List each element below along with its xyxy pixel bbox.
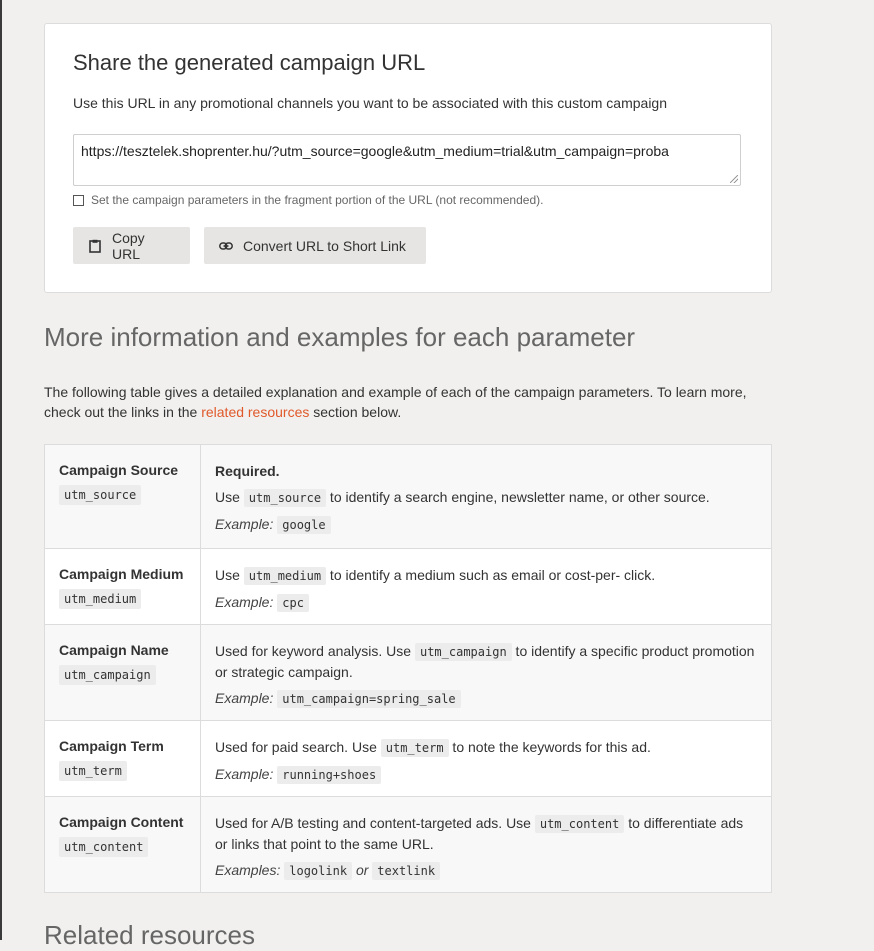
param-name-cell xyxy=(45,721,201,797)
param-description-cell xyxy=(201,797,772,893)
param-name-cell xyxy=(45,625,201,721)
param-name-cell xyxy=(45,445,201,549)
desc-text: Use xyxy=(215,567,244,583)
share-title: Share the generated campaign URL xyxy=(73,50,426,75)
desc-text: to differentiate ads or links that point to the same URL. xyxy=(215,815,744,852)
desc-code: utm_source xyxy=(244,489,326,507)
param-description-cell xyxy=(201,549,772,625)
desc-text: to identify a specific product promotion or strategic campaign. xyxy=(215,643,755,680)
intro-text-after: section below. xyxy=(309,404,402,420)
param-example xyxy=(215,688,757,709)
example-code: textlink xyxy=(372,862,440,880)
desc-code: utm_medium xyxy=(244,567,326,585)
param-code: utm_medium xyxy=(59,589,141,609)
param-code: utm_source xyxy=(59,485,141,505)
example-label: Example: xyxy=(215,690,274,706)
param-description-cell xyxy=(201,625,772,721)
intro-text-before: The following table gives a detailed explanation and example of each of the campaign parameters. To learn more, check out the links in the xyxy=(44,384,747,420)
table-row xyxy=(45,549,772,625)
parameters-table xyxy=(44,444,772,893)
example-label: Examples: xyxy=(215,862,281,878)
fragment-option[interactable] xyxy=(73,193,543,207)
param-description xyxy=(215,565,757,586)
parameters-intro xyxy=(44,382,772,422)
param-description xyxy=(215,813,757,854)
param-description xyxy=(215,641,757,682)
param-example xyxy=(215,860,757,881)
example-label: Example: xyxy=(215,516,274,532)
param-name: Campaign Content xyxy=(59,814,184,830)
param-name: Campaign Medium xyxy=(59,566,184,582)
parameters-section-title: More information and examples for each parameter xyxy=(44,322,636,352)
example-code: running+shoes xyxy=(277,766,381,784)
example-label: Example: xyxy=(215,766,274,782)
table-row xyxy=(45,797,772,893)
share-description: Use this URL in any promotional channels you want to be associated with this custom campaign xyxy=(73,95,668,111)
example-or: or xyxy=(355,862,369,878)
fragment-label: Set the campaign parameters in the fragment portion of the URL (not recommended). xyxy=(91,193,544,207)
example-label: Example: xyxy=(215,594,274,610)
param-code: utm_campaign xyxy=(59,665,156,685)
related-resources-link[interactable]: related resources xyxy=(201,404,310,420)
table-row xyxy=(45,721,772,797)
desc-code: utm_campaign xyxy=(415,643,512,661)
desc-text: Used for paid search. Use xyxy=(215,739,381,755)
param-name-cell xyxy=(45,797,201,893)
desc-text: to identify a search engine, newsletter name, or other source. xyxy=(326,489,710,505)
param-description-cell xyxy=(201,721,772,797)
param-code: utm_content xyxy=(59,837,148,857)
param-name: Campaign Name xyxy=(59,642,169,658)
copy-url-label: Copy URL xyxy=(112,229,145,262)
desc-text: to note the keywords for this ad. xyxy=(448,739,651,755)
short-link-button[interactable] xyxy=(204,227,426,264)
param-example xyxy=(215,514,757,535)
example-code: cpc xyxy=(277,594,309,612)
param-example xyxy=(215,764,757,785)
param-name: Campaign Term xyxy=(59,738,164,754)
desc-text: Use xyxy=(215,489,244,505)
required-label: Required. xyxy=(215,463,280,479)
param-name-cell xyxy=(45,549,201,625)
desc-code: utm_content xyxy=(535,815,624,833)
generated-url-text: https://tesztelek.shoprenter.hu/?utm_source=google&utm_medium=trial&utm_campaign=proba xyxy=(81,143,669,159)
desc-text: Used for keyword analysis. Use xyxy=(215,643,415,659)
param-description-cell xyxy=(201,445,772,549)
window-left-border xyxy=(0,0,2,940)
desc-text: to identify a medium such as email or cost-per- click. xyxy=(326,567,656,583)
example-code: logolink xyxy=(284,862,352,880)
param-description xyxy=(215,737,757,758)
desc-text: Used for A/B testing and content-targeted ads. Use xyxy=(215,815,535,831)
share-url-card xyxy=(44,23,772,293)
example-code: google xyxy=(277,516,330,534)
param-example xyxy=(215,592,757,613)
related-resources-title: Related resources xyxy=(44,920,255,950)
generated-url-textarea[interactable] xyxy=(73,134,741,186)
link-icon xyxy=(219,239,233,253)
table-row xyxy=(45,445,772,549)
table-row xyxy=(45,625,772,721)
param-code: utm_term xyxy=(59,761,127,781)
copy-url-button[interactable] xyxy=(73,227,190,264)
short-link-label: Convert URL to Short Link xyxy=(243,237,406,254)
param-name: Campaign Source xyxy=(59,462,179,478)
fragment-checkbox[interactable] xyxy=(73,195,84,206)
example-code: utm_campaign=spring_sale xyxy=(277,690,460,708)
resize-grip-icon[interactable] xyxy=(730,175,738,183)
param-description xyxy=(215,487,757,508)
desc-code: utm_term xyxy=(381,739,449,757)
clipboard-icon xyxy=(88,239,102,253)
